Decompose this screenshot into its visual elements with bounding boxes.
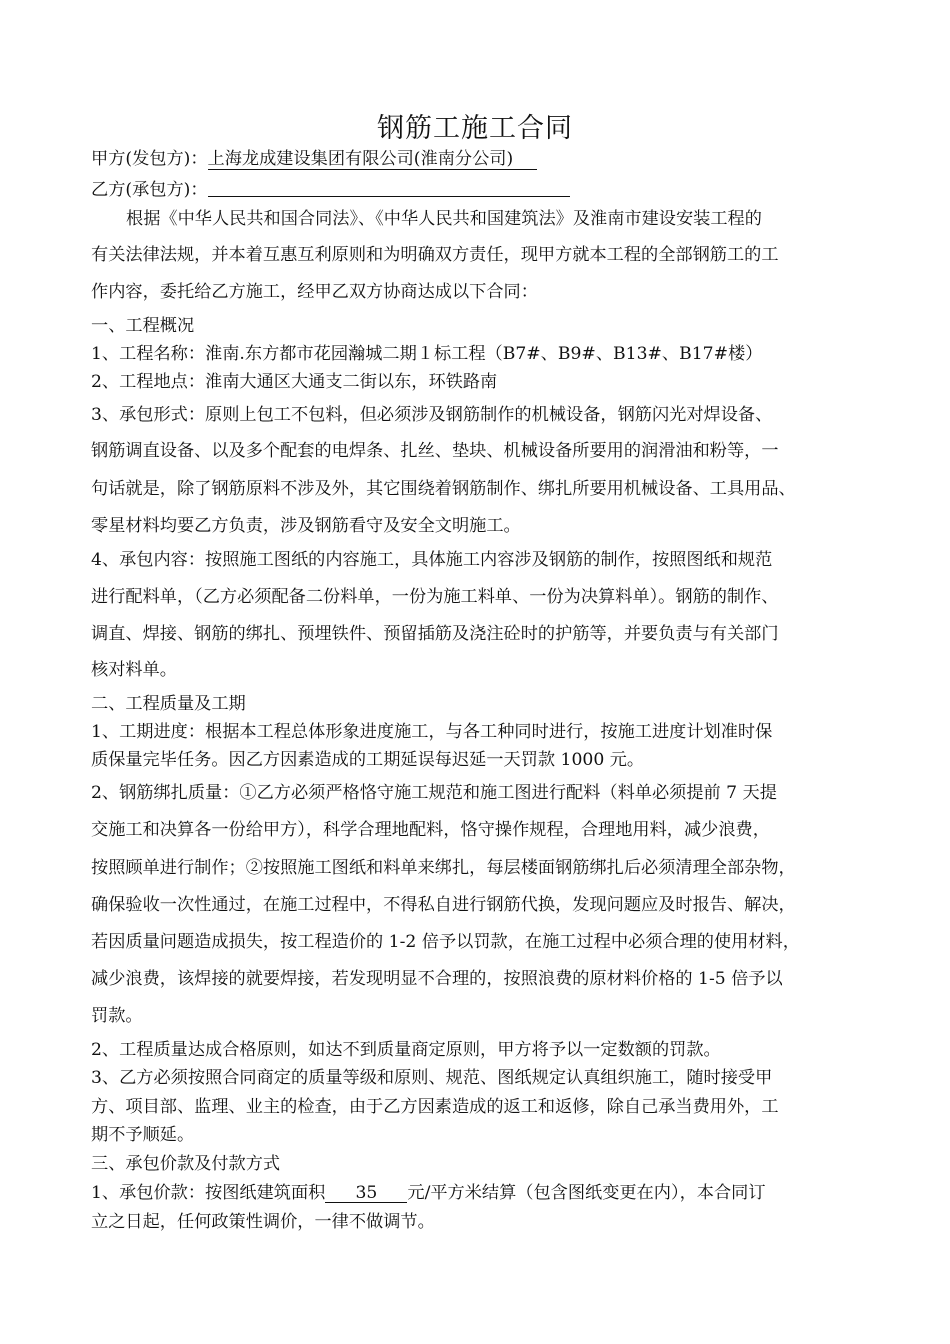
party-a-label: 甲方(发包方)： (91, 149, 208, 169)
party-b-line (91, 180, 570, 199)
party-b-label: 乙方(承包方)： (91, 180, 208, 200)
binding-quality-line-6: 减少浪费，该焊接的就要焊接，若发现明显不合理的，按照浪费的原材料价格的 1-5 倍予以 (91, 969, 783, 989)
price-amount: 35 (325, 1185, 407, 1203)
contract-scope-line-1: 4、承包内容：按照施工图纸的内容施工，具体施工内容涉及钢筋的制作，按照图纸和规范 (91, 550, 773, 570)
price-suffix: 元/平方米结算（包含图纸变更在内），本合同订 (407, 1183, 766, 1203)
contract-scope-line-3: 调直、焊接、钢筋的绑扎、预埋铁件、预留插筋及浇注砼时的护筋等，并要负责与有关部门 (91, 624, 779, 644)
contract-form-line-1: 3、承包形式：原则上包工不包料，但必须涉及钢筋制作的机械设备，钢筋闪光对焊设备、 (91, 405, 773, 425)
contract-form-line-3: 句话就是，除了钢筋原料不涉及外，其它围绕着钢筋制作、绑扎所要用机械设备、工具用品、 (91, 479, 796, 499)
intro-line-2: 有关法律法规，并本着互惠互利原则和为明确双方责任，现甲方就本工程的全部钢筋工的工 (91, 245, 779, 265)
schedule-line-2: 质保量完毕任务。因乙方因素造成的工期延误每迟延一天罚款 1000 元。 (91, 750, 645, 770)
project-location-line: 2、工程地点：淮南大通区大通支二街以东，环铁路南 (91, 372, 498, 392)
contract-scope-line-2: 进行配料单，（乙方必须配备二份料单，一份为施工料单、一份为决算料单）。钢筋的制作、 (91, 587, 779, 607)
section-2-heading: 二、工程质量及工期 (91, 694, 246, 714)
binding-quality-line-1: 2、钢筋绑扎质量：①乙方必须严格恪守施工规范和施工图进行配料（料单必须提前 7 天提 (91, 783, 777, 803)
contract-form-line-2: 钢筋调直设备、以及多个配套的电焊条、扎丝、垫块、机械设备所要用的润滑油和粉等，一 (91, 441, 779, 461)
intro-line-3: 作内容，委托给乙方施工，经甲乙双方协商达成以下合同： (91, 282, 538, 302)
binding-quality-line-7: 罚款。 (91, 1006, 143, 1026)
section-1-heading: 一、工程概况 (91, 316, 195, 336)
inspection-line-1: 3、乙方必须按照合同商定的质量等级和原则、规范、图纸规定认真组织施工，随时接受甲 (91, 1068, 773, 1088)
binding-quality-line-5: 若因质量问题造成损失，按工程造价的 1-2 倍予以罚款，在施工过程中必须合理的使用材料， (91, 932, 800, 952)
intro-line-1: 根据《中华人民共和国合同法》、《中华人民共和国建筑法》及淮南市建设安装工程的 (126, 209, 762, 229)
document-title: 钢筋工施工合同 (377, 113, 573, 144)
project-name-line: 1、工程名称：淮南.东方都市花园瀚城二期１标工程（B7#、B9#、B13#、B17#楼） (91, 344, 763, 364)
contract-form-line-4: 零星材料均要乙方负责，涉及钢筋看守及安全文明施工。 (91, 516, 521, 536)
schedule-line-1: 1、工期进度：根据本工程总体形象进度施工，与各工种同时进行，按施工进度计划准时保 (91, 722, 773, 742)
price-line-2: 立之日起，任何政策性调价，一律不做调节。 (91, 1212, 435, 1232)
party-b-blank-field (208, 180, 570, 197)
price-line-1 (91, 1185, 766, 1203)
inspection-line-2: 方、项目部、监理、业主的检查，由于乙方因素造成的返工和返修，除自己承当费用外，工 (91, 1097, 779, 1117)
contract-scope-line-4: 核对料单。 (91, 660, 177, 680)
quality-standard-line: 2、工程质量达成合格原则，如达不到质量商定原则，甲方将予以一定数额的罚款。 (91, 1040, 721, 1060)
binding-quality-line-4: 确保验收一次性通过，在施工过程中，不得私自进行钢筋代换，发现问题应及时报告、解决， (91, 895, 796, 915)
binding-quality-line-3: 按照顾单进行制作；②按照施工图纸和料单来绑扎，每层楼面钢筋绑扎后必须清理全部杂物， (91, 858, 796, 878)
inspection-line-3: 期不予顺延。 (91, 1125, 195, 1145)
binding-quality-line-2: 交施工和决算各一份给甲方），科学合理地配料，恪守操作规程，合理地用料，减少浪费， (91, 820, 770, 840)
section-3-heading: 三、承包价款及付款方式 (91, 1154, 281, 1174)
price-prefix: 1、承包价款：按图纸建筑面积 (91, 1183, 326, 1203)
party-a-value: 上海龙成建设集团有限公司(淮南分公司) (208, 149, 538, 170)
party-a-line (91, 151, 537, 168)
